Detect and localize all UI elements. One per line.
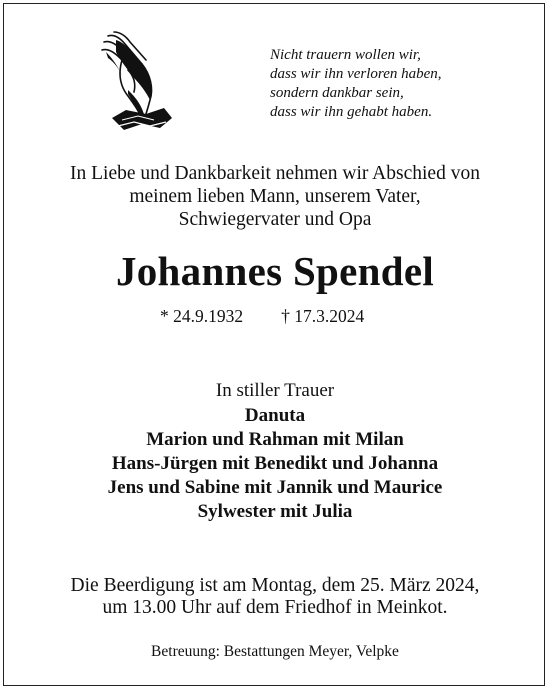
mourner-entry: Jens und Sabine mit Jannik und Maurice: [107, 477, 443, 498]
mourner-entry: Sylwester mit Julia: [197, 501, 353, 522]
praying-hands-icon: [98, 30, 178, 138]
funeral-home-credit: Betreuung: Bestattungen Meyer, Velpke: [151, 643, 399, 660]
poem: [270, 46, 442, 122]
mourning-title: In stiller Trauer: [215, 380, 335, 401]
intro-line: In Liebe und Dankbarkeit nehmen wir Abschied von: [70, 163, 480, 184]
mourner-entry: Danuta: [244, 405, 306, 426]
intro-line: meinem lieben Mann, unserem Vater,: [129, 186, 421, 207]
mourner-entry: Hans-Jürgen mit Benedikt und Johanna: [111, 453, 439, 474]
birth-date: * 24.9.1932: [160, 306, 244, 326]
funeral-line: Die Beerdigung ist am Montag, dem 25. März 2024,: [70, 575, 480, 596]
mourners-list: [0, 404, 550, 524]
life-dates: [160, 305, 364, 327]
poem-line: dass wir ihn gehabt haben.: [270, 104, 433, 120]
mourner-entry: Marion und Rahman mit Milan: [146, 429, 404, 450]
deceased-name: Johannes Spendel: [115, 248, 435, 294]
poem-line: Nicht trauern wollen wir,: [270, 47, 421, 63]
death-date: † 17.3.2024: [281, 306, 365, 326]
poem-line: sondern dankbar sein,: [270, 85, 404, 101]
poem-line: dass wir ihn verloren haben,: [270, 66, 442, 82]
funeral-line: um 13.00 Uhr auf dem Friedhof in Meinkot.: [102, 597, 448, 618]
intro-text: [0, 162, 550, 231]
intro-line: Schwiegervater und Opa: [178, 209, 372, 230]
funeral-info: [0, 575, 550, 619]
